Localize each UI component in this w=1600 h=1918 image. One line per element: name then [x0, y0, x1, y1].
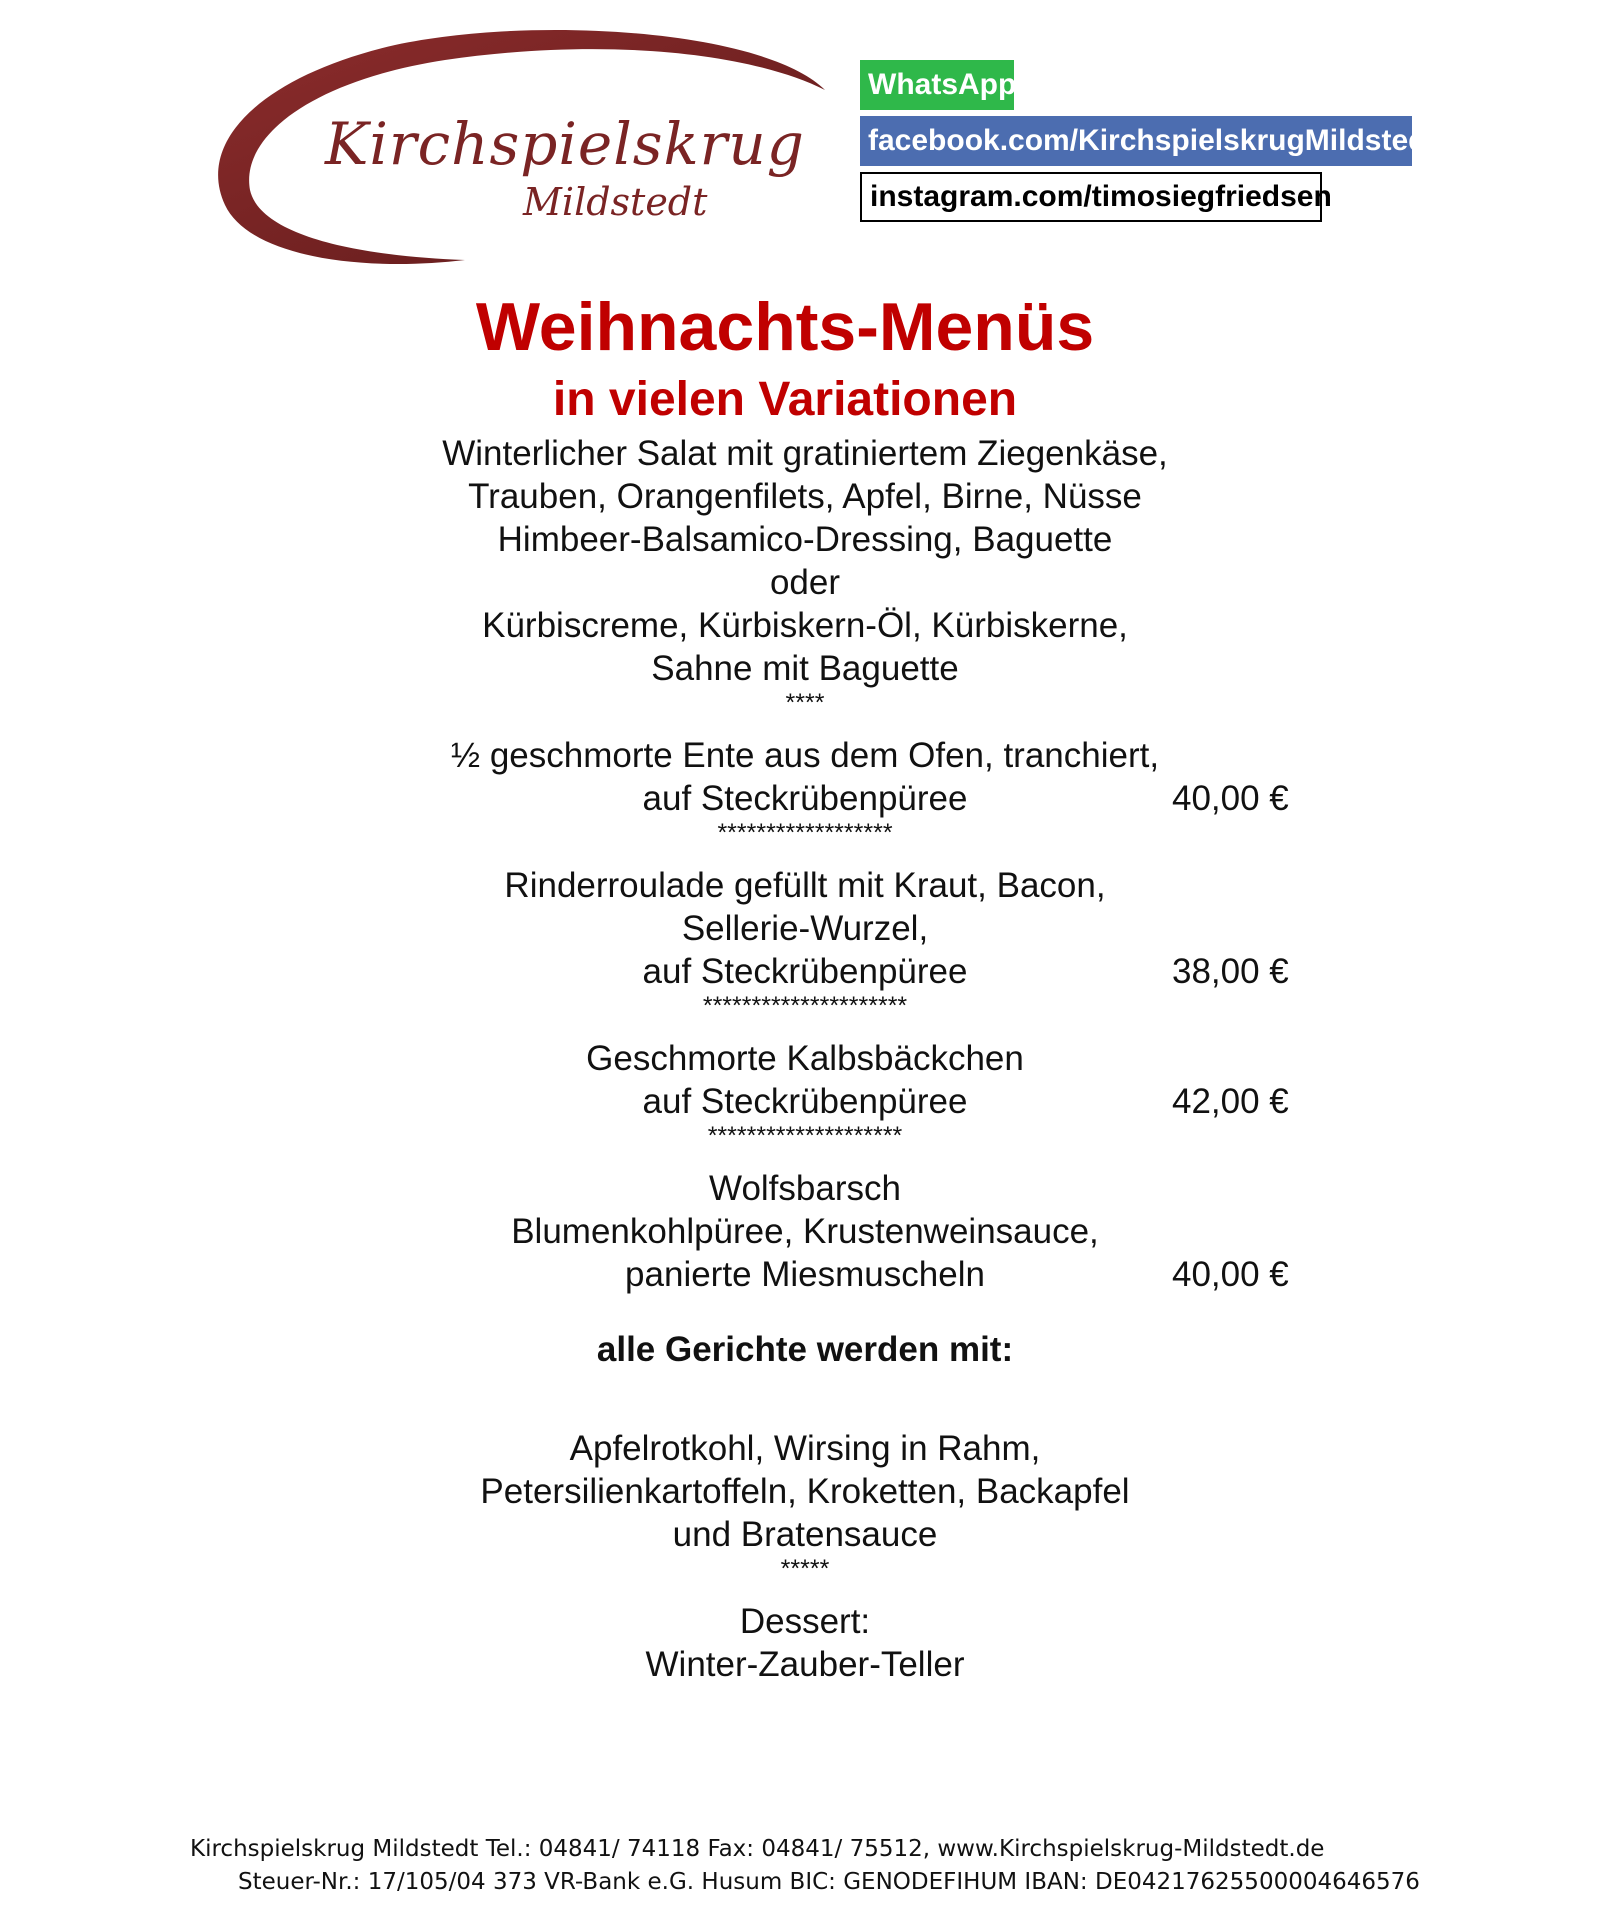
logo-name: Kirchspielskrug — [325, 110, 805, 178]
starter-line: Himbeer-Balsamico-Dressing, Baguette — [497, 520, 1113, 559]
dish-price: 42,00 € — [1172, 1082, 1289, 1121]
separator: ****************** — [717, 819, 893, 847]
dish-line: Rinderroulade gefüllt mit Kraut, Bacon, — [504, 866, 1106, 905]
dish-line: panierte Miesmuscheln 40,00 € — [625, 1255, 1289, 1294]
dish-line: auf Steckrübenpüree 40,00 € — [642, 779, 1289, 818]
dish-price: 40,00 € — [1172, 1255, 1289, 1294]
dish-price: 40,00 € — [1172, 779, 1289, 818]
starter-line: Sahne mit Baguette — [651, 649, 959, 688]
starter-line: Trauben, Orangenfilets, Apfel, Birne, Nüsse — [468, 477, 1142, 516]
dish-line: auf Steckrübenpüree 38,00 € — [642, 952, 1289, 991]
dish-line: Wolfsbarsch — [709, 1169, 901, 1208]
dish-line: ½ geschmorte Ente aus dem Ofen, tranchiert, — [450, 736, 1160, 775]
whatsapp-link[interactable]: WhatsApp — [860, 60, 1014, 110]
sides-line: Apfelrotkohl, Wirsing in Rahm, — [569, 1429, 1041, 1468]
dish-line: Blumenkohlpüree, Krustenweinsauce, — [511, 1212, 1099, 1251]
dish-line: auf Steckrübenpüree 42,00 € — [642, 1082, 1289, 1121]
dish-line: Geschmorte Kalbsbäckchen — [586, 1039, 1024, 1078]
separator: **** — [785, 689, 825, 717]
starter-line: Winterlicher Salat mit gratiniertem Ziegenkäse, — [442, 434, 1168, 473]
separator: ******************** — [707, 1122, 903, 1150]
page-subtitle: in vielen Variationen — [552, 373, 1018, 426]
logo-location: Mildstedt — [523, 180, 708, 224]
starter-line: Kürbiscreme, Kürbiskern-Öl, Kürbiskerne, — [482, 606, 1128, 645]
menu-list — [0, 432, 1600, 1686]
sides-heading: alle Gerichte werden mit: — [596, 1330, 1014, 1369]
separator: ********************* — [702, 992, 908, 1020]
dish-line: Sellerie-Wurzel, — [681, 909, 929, 948]
separator: ***** — [780, 1555, 830, 1583]
sides-line: und Bratensauce — [672, 1515, 938, 1554]
instagram-link[interactable]: instagram.com/timosiegfriedsen — [860, 172, 1322, 222]
restaurant-logo — [205, 20, 835, 270]
dish-price: 38,00 € — [1172, 952, 1289, 991]
facebook-link[interactable]: facebook.com/KirchspielskrugMildstedt — [860, 116, 1412, 166]
starter-or: oder — [769, 563, 841, 602]
sides-line: Petersilienkartoffeln, Kroketten, Backapfel — [480, 1472, 1130, 1511]
dessert-label: Dessert: — [739, 1602, 871, 1641]
page-title: Weihnachts-Menüs — [475, 289, 1095, 365]
dessert-name: Winter-Zauber-Teller — [645, 1645, 965, 1684]
